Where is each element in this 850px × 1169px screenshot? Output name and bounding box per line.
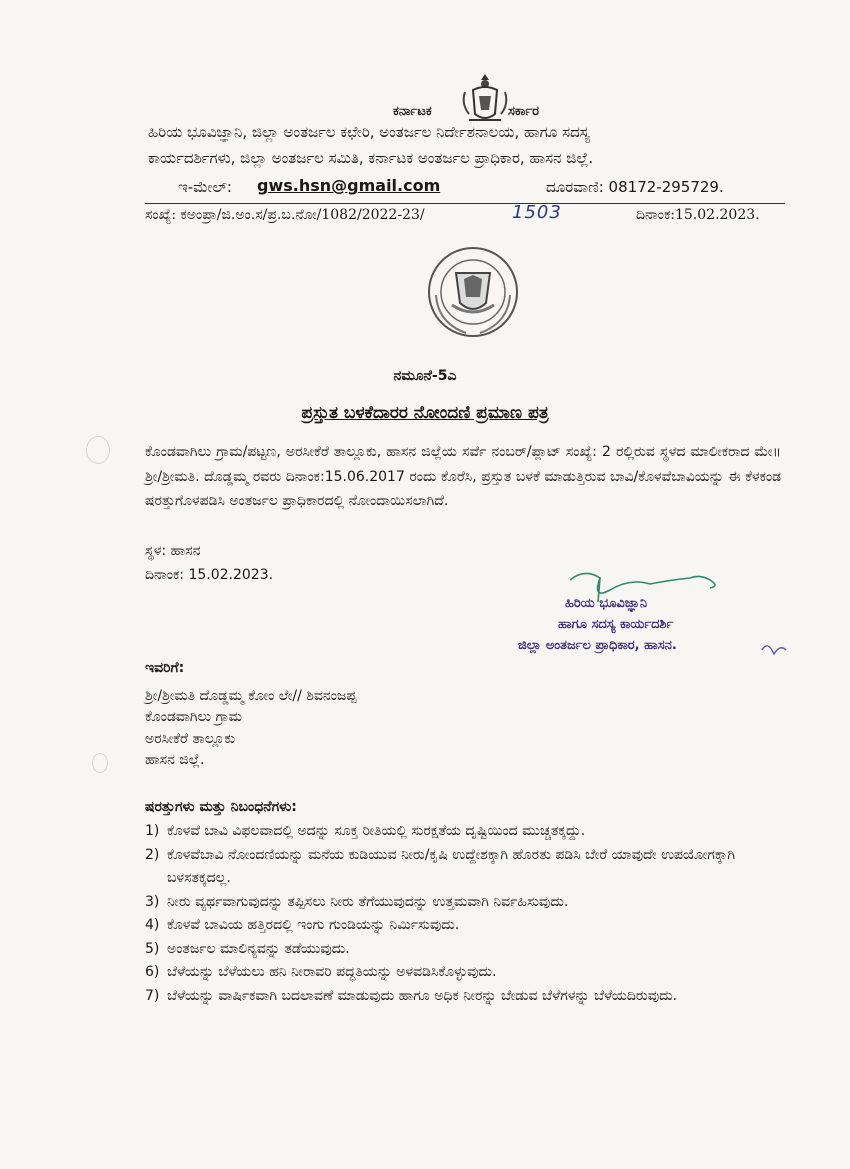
government-label-right: ಸರ್ಕಾರ — [508, 104, 539, 119]
certificate-body: ಕೊಂಡವಾಗಿಲು ಗ್ರಾಮ/ಪಟ್ಟಣ, ಅರಸೀಕೆರೆ ತಾಲ್ಲೂಕು, ಹಾಸನ ಜಿಲ್ಲೆಯ ಸರ್ವೆ ನಂಬರ್/ಪ್ಲಾಟ್ ಸಂಖ್ಯೆ: 2 ರಲ್ಲಿರುವ ಸ್ಥಳದ ಮಾಲೀಕರಾದ ಮೇ॥ ಶ್ರೀ/ಶ್ರೀಮತಿ. ದೊಡ್ಡಮ್ಮ ರವರು ದಿನಾಂಕ:15.06.2017 ರಂದು ಕೊರೆಸಿ, ಪ್ರಸ್ತುತ ಬಳಕೆ ಮಾಡುತ್ತಿರುವ ಬಾವಿ/ಕೊಳವೆಬಾವಿಯನ್ನು ಈ ಕೆಳಕಂಡ ಷರತ್ತುಗೊಳಪಡಿಸಿ ಅಂತರ್ಜಲ ಪ್ರಾಧಿಕಾರದಲ್ಲಿ ನೋಂದಾಯಿಸಲಾಗಿದೆ. — [145, 444, 781, 509]
signatory-designation: ಹಿರಿಯ ಭೂವಿಜ್ಞಾನಿ — [565, 596, 648, 611]
scan-artifact — [92, 753, 108, 773]
list-item — [145, 820, 795, 844]
term-text: ಬೆಳೆಯನ್ನು ಬೆಳೆಯಲು ಹನಿ ನೀರಾವರಿ ಪದ್ಧತಿಯನ್ನು ಅಳವಡಿಸಿಕೊಳ್ಳುವುದು. — [167, 964, 497, 980]
list-item — [145, 914, 795, 938]
email-label: ಇ-ಮೇಲ್: — [178, 178, 232, 196]
recipient-district: ಹಾಸನ ಜಿಲ್ಲೆ. — [145, 752, 205, 768]
office-name-line1: ಹಿರಿಯ ಭೂವಿಜ್ಞಾನಿ, ಜಿಲ್ಲಾ ಅಂತರ್ಜಲ ಕಛೇರಿ, ಅಂತರ್ಜಲ ನಿರ್ದೇಶನಾಲಯ, ಹಾಗೂ ಸದಸ್ಯ — [148, 123, 590, 141]
term-number: 1) — [145, 823, 160, 839]
term-number: 3) — [145, 893, 160, 910]
handwritten-reference-number: 1503 — [512, 202, 562, 223]
certificate-title-text: ಪ್ರಸ್ತುತ ಬಳಕೆದಾರರ ನೋಂದಣಿ ಪ್ರಮಾಣ ಪತ್ರ — [301, 403, 549, 423]
term-number: 6) — [145, 964, 160, 980]
certificate-title — [0, 403, 850, 423]
recipient-label: ಇವರಿಗೆ: — [145, 660, 185, 676]
government-label-left: ಕರ್ನಾಟಕ — [393, 104, 432, 119]
signatory-office: ಜಿಲ್ಲಾ ಅಂತರ್ಜಲ ಪ್ರಾಧಿಕಾರ, ಹಾಸನ. — [518, 638, 677, 653]
certificate-date: ದಿನಾಂಕ: 15.02.2023. — [145, 567, 274, 583]
term-number: 7) — [145, 987, 160, 1004]
list-item — [145, 938, 795, 962]
karnataka-emblem-icon — [455, 70, 515, 130]
list-item — [145, 891, 795, 915]
place: ಸ್ಥಳ: ಹಾಸನ — [145, 543, 201, 559]
term-text: ಅಂತರ್ಜಲ ಮಾಲಿನ್ಯವನ್ನು ತಡೆಯುವುದು. — [167, 940, 350, 957]
issue-date: ದಿನಾಂಕ:15.02.2023. — [636, 207, 760, 223]
term-number: 4) — [145, 917, 160, 933]
list-item — [145, 961, 795, 985]
scan-artifact — [86, 436, 110, 464]
term-text: ಬೆಳೆಯನ್ನು ವಾರ್ಷಿಕವಾಗಿ ಬದಲಾವಣೆ ಮಾಡುವುದು ಹಾಗೂ ಅಧಿಕ ನೀರನ್ನು ಬೇಡುವ ಬೆಳೆಗಳನ್ನು ಬೆಳೆಯದಿರುವುದು. — [167, 987, 678, 1004]
recipient-taluk: ಅರಸೀಕೆರೆ ತಾಲ್ಲೂಕು — [145, 731, 236, 747]
phone-number: ದೂರವಾಣಿ: 08172-295729. — [546, 178, 724, 196]
term-text: ನೀರು ವ್ಯರ್ಥವಾಗುವುದನ್ನು ತಪ್ಪಿಸಲು ನೀರು ತೆಗೆಯುವುದನ್ನು ಉತ್ತಮವಾಗಿ ನಿರ್ವಹಿಸುವುದು. — [167, 893, 569, 910]
term-text: ಕೊಳವೆ ಬಾವಿಯ ಹತ್ತಿರದಲ್ಲಿ ಇಂಗು ಗುಂಡಿಯನ್ನು ನಿರ್ಮಿಸುವುದು. — [167, 917, 460, 933]
header-divider — [145, 203, 785, 204]
list-item — [145, 844, 795, 891]
term-text: ಕೊಳವೆ ಬಾವಿ ವಿಫಲವಾದಲ್ಲಿ ಅದನ್ನು ಸೂಕ್ತ ರೀತಿಯಲ್ಲಿ ಸುರಕ್ಷತೆಯ ದೃಷ್ಟಿಯಿಂದ ಮುಚ್ಚತಕ್ಕದ್ದು. — [167, 823, 586, 839]
signatory-role: ಹಾಗೂ ಸದಸ್ಯ ಕಾರ್ಯದರ್ಶಿ — [558, 617, 674, 632]
form-number: ನಮೂನೆ-5ಎ — [393, 368, 457, 384]
groundwater-authority-seal-icon — [426, 245, 520, 339]
reference-number: ಸಂಖ್ಯೆ: ಕಅಂಪ್ರಾ/ಜಿ.ಅಂ.ಸ/ಪ್ರ.ಬ.ನೋ/1082/2022-23/ — [145, 207, 425, 223]
signature-scribble-icon — [540, 560, 790, 670]
list-item — [145, 985, 795, 1009]
recipient-name: ಶ್ರೀ/ಶ್ರೀಮತಿ ದೊಡ್ಡಮ್ಮ ಕೋಂ ಲೇ// ಶಿವನಂಜಪ್ಪ — [145, 688, 357, 704]
office-name-line2: ಕಾರ್ಯದರ್ಶಿಗಳು, ಜಿಲ್ಲಾ ಅಂತರ್ಜಲ ಸಮಿತಿ, ಕರ್ನಾಟಕ ಅಂತರ್ಜಲ ಪ್ರಾಧಿಕಾರ, ಹಾಸನ ಜಿಲ್ಲೆ. — [148, 149, 594, 167]
terms-title: ಷರತ್ತುಗಳು ಮತ್ತು ನಿಬಂಧನೆಗಳು: — [145, 799, 297, 815]
recipient-village: ಕೊಂಡವಾಗಿಲು ಗ್ರಾಮ — [145, 709, 242, 725]
terms-list — [145, 820, 795, 1008]
term-text: ಕೊಳವೆಬಾವಿ ನೋಂದಣಿಯನ್ನು ಮನೆಯ ಕುಡಿಯುವ ನೀರು/ಕೃಷಿ ಉದ್ದೇಶಕ್ಕಾಗಿ ಹೊರತು ಪಡಿಸಿ ಬೇರೆ ಯಾವುದೇ ಉಪಯೋಗಕ್ಕಾಗಿ ಬಳಸತಕ್ಕದಲ್ಲ. — [167, 846, 736, 886]
term-number: 5) — [145, 940, 160, 957]
email-address[interactable]: gws.hsn@gmail.com — [257, 176, 441, 195]
term-number: 2) — [145, 846, 160, 863]
